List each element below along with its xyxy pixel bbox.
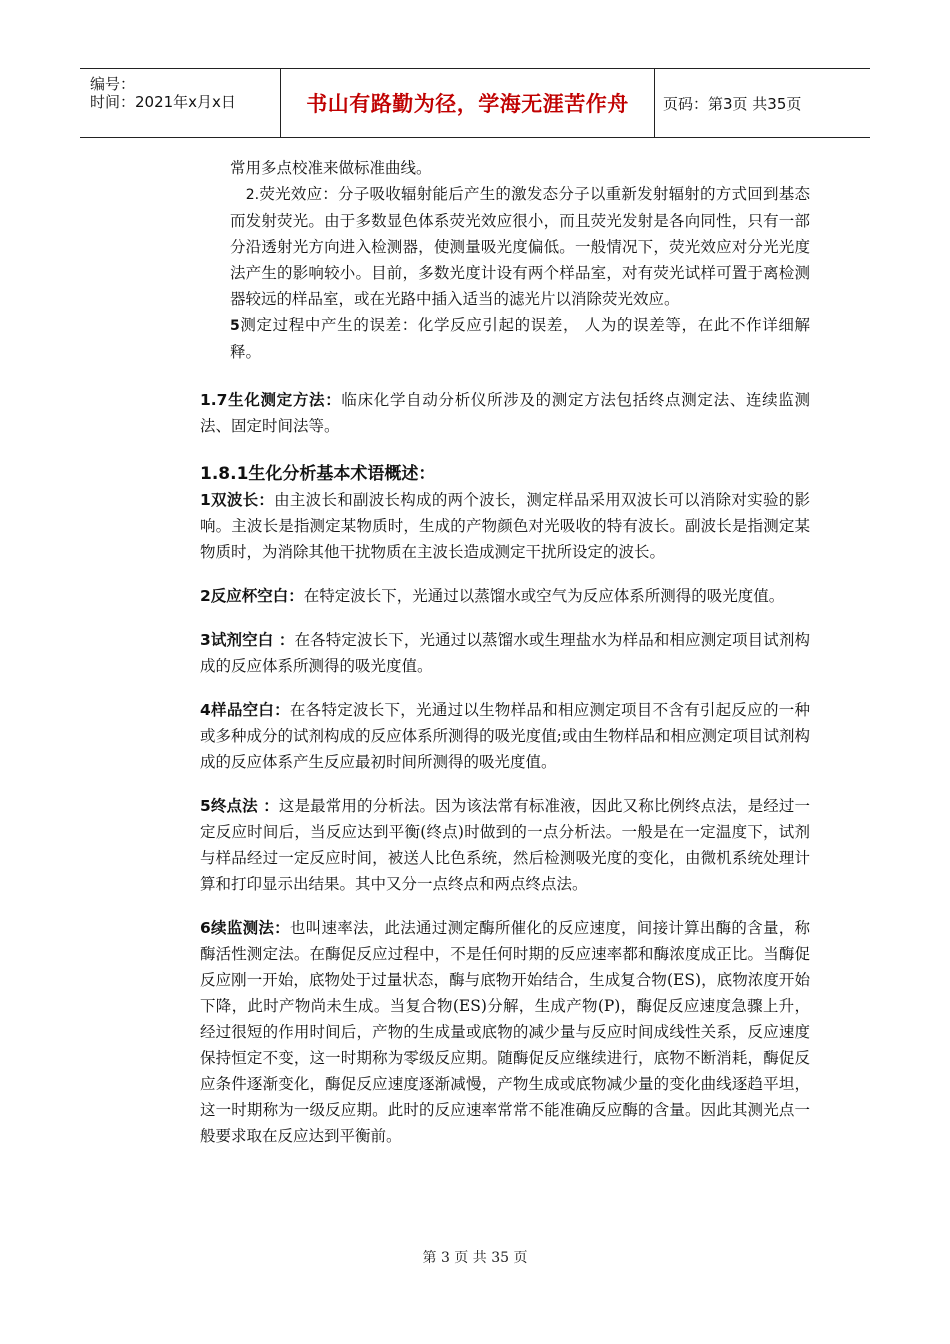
term-label-2: 2反应杯空白： bbox=[200, 587, 304, 605]
term-text-4: 在各特定波长下，光通过以生物样品和相应测定项目不含有引起反应的一种或多种成分的试剂构成的反应体系所测得的吸光度值;或由生物样品和相应测定项目试剂构成的反应体系产生反应最初时间所测得的吸光度值。 bbox=[200, 701, 810, 771]
header-meta-cell bbox=[80, 69, 281, 137]
header-page-info: 页码：第3页 共35页 bbox=[663, 94, 802, 113]
terms-section-title: 1.8.1生化分析基本术语概述： bbox=[200, 464, 436, 484]
error-paragraph bbox=[230, 312, 810, 365]
error-text: 测定过程中产生的误差：化学反应引起的误差， 人为的误差等，在此不作详细解释。 bbox=[230, 316, 810, 361]
term-label-6: 6续监测法： bbox=[200, 919, 290, 937]
document-time-label: 时间：2021年x月x日 bbox=[90, 93, 236, 111]
fluorescence-paragraph bbox=[230, 181, 810, 312]
continued-section bbox=[200, 155, 810, 365]
term-text-6: 也叫速率法，此法通过测定酶所催化的反应速度，间接计算出酶的含量，称酶活性测定法。在酶促反应过程中，不是任何时期的反应速率都和酶浓度成正比。当酶促反应刚一开始，底物处于过量状态，酶与底物开始结合，生成复合物(ES)，底物浓度开始下降，此时产物尚未生成。当复合物(ES)分解，生成产物(P)，酶促反应速度急骤上升，经过很短的作用时间后，产物的生成量或底物的减少量与反应时间成线性关系，反应速度保持恒定不变，这一时期称为零级反应期。随酶促反应继续进行，底物不断消耗，酶促反应条件逐渐变化，酶促反应速度逐渐减慢，产物生成或底物减少量的变化曲线逐趋平坦，这一时期称为一级反应期。此时的反应速率常常不能准确反应酶的含量。因此其测光点一般要求取在反应达到平衡前。 bbox=[200, 919, 810, 1145]
term-paragraph-3 bbox=[200, 627, 810, 679]
term-paragraph-4 bbox=[200, 697, 810, 775]
term-label-5: 5终点法 ： bbox=[200, 797, 279, 815]
fluorescence-number: 2. bbox=[245, 187, 260, 203]
term-paragraph-6 bbox=[200, 915, 810, 1149]
term-text-2: 在特定波长下，光通过以蒸馏水或空气为反应体系所测得的吸光度值。 bbox=[303, 587, 785, 605]
methods-text: 临床化学自动分析仪所涉及的测定方法包括终点测定法、连续监测法、固定时间法等。 bbox=[200, 391, 810, 435]
intro-paragraph: 常用多点校准来做标准曲线。 bbox=[230, 159, 432, 177]
page-footer: 第 3 页 共 35 页 bbox=[422, 1250, 528, 1266]
document-body bbox=[200, 155, 810, 1149]
page-header bbox=[80, 68, 870, 138]
term-paragraph-2 bbox=[200, 583, 810, 609]
term-paragraph-1 bbox=[200, 487, 810, 565]
term-label-1: 1双波长： bbox=[200, 491, 275, 509]
methods-title: 1.7生化测定方法： bbox=[200, 391, 342, 409]
term-text-5: 这是最常用的分析法。因为该法常有标准液，因此又称比例终点法，是经过一定反应时间后，当反应达到平衡(终点)时做到的一点分析法。一般是在一定温度下，试剂与样品经过一定反应时间，被送人比色系统，然后检测吸光度的变化，由微机系统处理计算和打印显示出结果。其中又分一点终点和两点终点法。 bbox=[200, 797, 810, 893]
term-paragraph-5 bbox=[200, 793, 810, 897]
term-label-3: 3试剂空白 ： bbox=[200, 631, 295, 649]
term-text-3: 在各特定波长下，光通过以蒸馏水或生理盐水为样品和相应测定项目试剂构成的反应体系所测得的吸光度值。 bbox=[200, 631, 810, 675]
methods-paragraph bbox=[200, 387, 810, 439]
document-number-label: 编号： bbox=[90, 75, 136, 93]
header-motto: 书山有路勤为径，学海无涯苦作舟 bbox=[281, 69, 655, 137]
error-number: 5 bbox=[230, 318, 240, 334]
term-label-4: 4样品空白： bbox=[200, 701, 290, 719]
term-text-1: 由主波长和副波长构成的两个波长，测定样品采用双波长可以消除对实验的影响。主波长是指测定某物质时，生成的产物颜色对光吸收的特有波长。副波长是指测定某物质时，为消除其他干扰物质在主波长造成测定干扰所设定的波长。 bbox=[200, 491, 810, 561]
fluorescence-text: 荧光效应：分子吸收辐射能后产生的激发态分子以重新发射辐射的方式回到基态而发射荧光。由于多数显色体系荧光效应很小，而且荧光发射是各向同性，只有一部分沿透射光方向进入检测器，使测量吸光度偏低。一般情况下，荧光效应对分光光度法产生的影响较小。目前，多数光度计设有两个样品室，对有荧光试样可置于离检测器较远的样品室，或在光路中插入适当的滤光片以消除荧光效应。 bbox=[230, 185, 810, 308]
